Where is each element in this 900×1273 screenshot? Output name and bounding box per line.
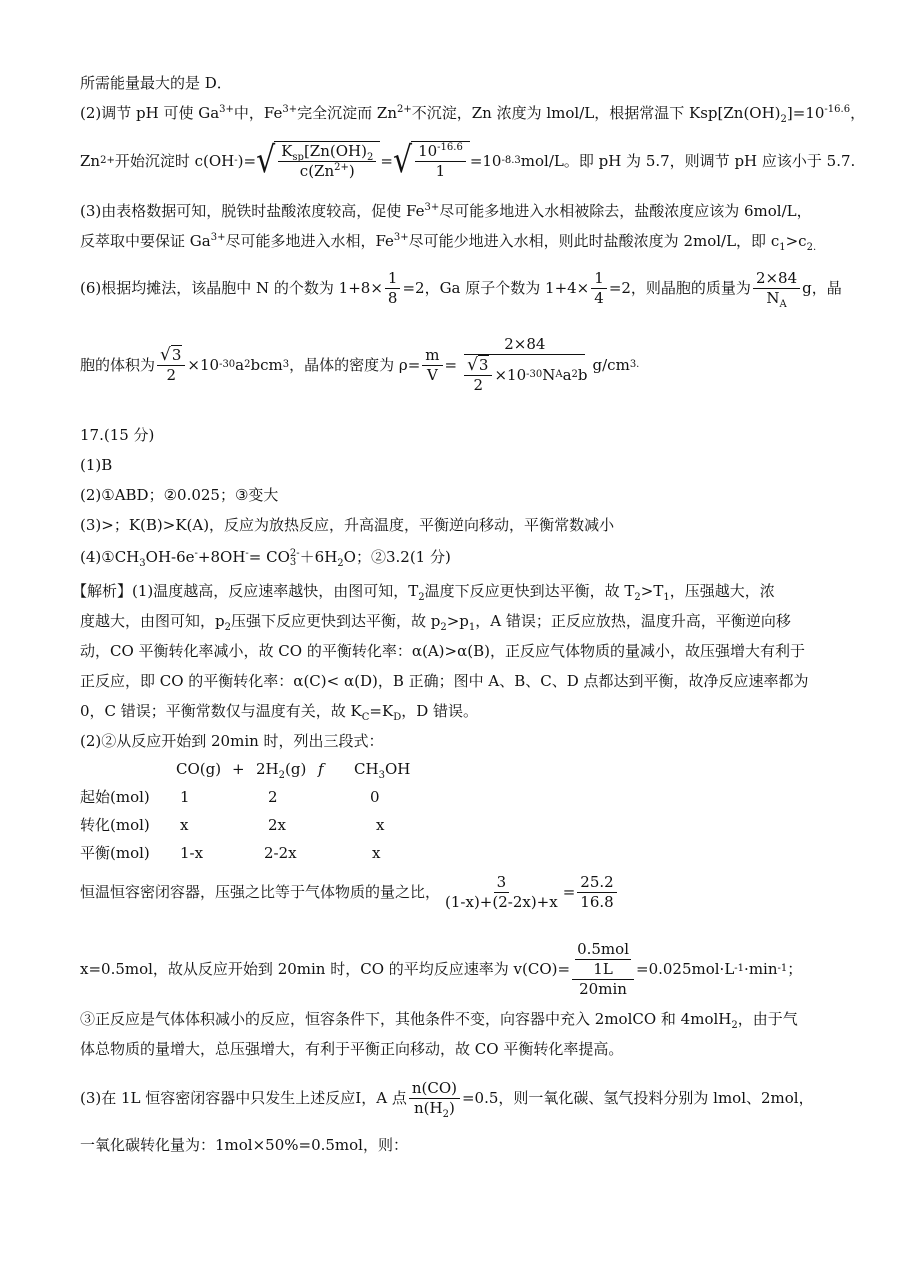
sub: 1 (779, 242, 786, 253)
cell: x (180, 816, 189, 834)
cell: 2x (268, 816, 287, 834)
text-line (80, 102, 866, 125)
text: (2)②从反应开始到 20min 时，列出三段式： (80, 732, 384, 750)
sqrt-body (274, 141, 380, 181)
sub: 2 (442, 1108, 449, 1120)
sub: sp (292, 152, 304, 163)
numerator: 25.2 (577, 873, 616, 893)
text: 2H (256, 760, 279, 778)
sup: 2+ (397, 104, 412, 115)
fraction (591, 269, 607, 308)
text: ； (787, 960, 803, 978)
text: x=0.5mol，故从反应开始到 20min 时，CO 的平均反应速率为 v(CO)= (80, 960, 571, 978)
fraction (464, 355, 492, 395)
sub: 2 (780, 114, 787, 125)
text: 尽可能多地进入水相被除去，盐酸浓度应该为 6mol/L， (439, 202, 812, 220)
text: OH (384, 760, 411, 778)
sup: 3+ (210, 232, 226, 243)
text: 完全沉淀而 Zn (297, 104, 397, 122)
text: OH-6e (145, 548, 195, 566)
sub: D (393, 712, 402, 723)
text: = (380, 152, 393, 170)
denominator: 4 (594, 288, 604, 307)
sqrt (160, 346, 182, 365)
denominator (411, 1099, 458, 1118)
text: >p (446, 612, 469, 630)
sub: 1 (663, 592, 670, 603)
sqrt-body: 3 (478, 355, 489, 374)
denominator: 8 (387, 288, 398, 307)
text: g，晶 (802, 279, 842, 297)
sqrt-body (411, 141, 470, 181)
text: ＋6H (299, 548, 338, 566)
text: 所需能量最大的是 D． (80, 74, 232, 92)
text: 不沉淀，Zn 浓度为 lmol/L，根据常温下 Ksp[Zn(OH) (411, 104, 781, 122)
text-line (72, 580, 820, 602)
text: (3)在 1L 恒容密闭容器中只发生上述反应I，A 点 (80, 1089, 407, 1107)
cell: x (372, 844, 381, 862)
text: Zn (80, 152, 101, 170)
denominator (297, 162, 358, 181)
numerator: 3 (494, 873, 510, 893)
text-line (80, 1038, 820, 1060)
text: CH (354, 760, 379, 778)
sqrt (393, 141, 470, 181)
text-line (80, 1134, 820, 1156)
text-line (80, 670, 820, 692)
sup: - (245, 548, 249, 559)
sub: 2 (278, 770, 285, 781)
text-line (80, 1008, 820, 1030)
plus-sign: + (232, 760, 245, 778)
fraction (385, 269, 401, 308)
sup: 2+ (334, 162, 349, 173)
text: >T (640, 582, 664, 600)
text-line (80, 700, 820, 722)
radical-sign: √ (256, 139, 276, 182)
text: ， (850, 104, 866, 122)
cell: 2 (268, 788, 278, 806)
sup: - (194, 548, 198, 559)
sup: -16.6 (824, 104, 851, 115)
text: 【解析】(1)温度越高，反应速率越快，由图可知，T (72, 582, 419, 600)
formula-line (80, 1074, 820, 1122)
denominator: $\frac{√3}{2}$ ×10 -30 N A a 2 b (459, 355, 590, 395)
text: 温度下反应更快到达平衡，故 T (424, 582, 635, 600)
formula-line (80, 266, 842, 310)
section-heading (80, 424, 820, 446)
radical-sign: √ (160, 344, 171, 365)
text: ，晶体的密度为 ρ= (289, 356, 421, 374)
text: 1L (593, 959, 613, 978)
formula-line: Zn 2+ 开始沉淀时 c(OH - )= √ $\frac{K_{sp}[Zn(OH)_2}{c(Zn^{2+})}$ = √ $\frac{10^{-16.6}}{1}$ =10 -8.3 mol/L。即 pH 为 5.7，则调节 pH 应该小于 5.7. (80, 136, 820, 186)
sup: 3+ (282, 104, 298, 115)
text: ，A 错误；正反应放热，温度升高，平衡逆向移 (475, 612, 791, 630)
denominator: 20min (579, 979, 627, 998)
fraction (459, 335, 590, 395)
text: 恒温恒容密闭容器，压强之比等于气体物质的量之比， (80, 883, 441, 901)
text: +8OH (197, 548, 246, 566)
text: (1)B (80, 456, 113, 474)
numerator (415, 142, 466, 162)
text: 压强下反应更快到达平衡，故 p (230, 612, 441, 630)
text-line (80, 640, 820, 662)
text: bcm (250, 356, 283, 374)
fraction (422, 346, 442, 385)
cell: 1 (180, 788, 190, 806)
text: ③正反应是气体体积减小的反应，恒容条件下，其他条件不变，向容器中充入 2molCO 和 4molH (80, 1010, 732, 1028)
text: 体总物质的量增大，总压强增大，有利于平衡正向移动，故 CO 平衡转化率提高。 (80, 1040, 624, 1058)
text: O；②3.2(1 分) (343, 548, 451, 566)
text: n(H (413, 1098, 443, 1117)
product-ch3oh (354, 758, 410, 780)
cell: 2-2x (264, 844, 297, 862)
fraction (442, 873, 561, 912)
row-label: 平衡(mol) (80, 844, 150, 862)
text: >c (785, 232, 807, 250)
numerator: 1 (385, 269, 401, 289)
text: 0，C 错误；平衡常数仅与温度有关，故 K (80, 702, 362, 720)
sub: 1 (468, 622, 476, 633)
text: ]=10 (786, 104, 825, 122)
text: 动，CO 平衡转化率减小，故 CO 的平衡转化率：α(A)>α(B)，正反应气体物质的量减小，故压强增大有利于 (80, 642, 805, 660)
text: K (281, 142, 293, 160)
sub: C (361, 712, 370, 723)
text: 反萃取中要保证 Ga (80, 232, 211, 250)
text: =0.5，则一氧化碳、氢气投料分别为 lmol、2mol， (461, 1089, 814, 1107)
sub: 2 (440, 622, 447, 633)
text: (3)>；K(B)>K(A)，反应为放热反应，升高温度，平衡逆向移动，平衡常数减小 (80, 516, 615, 534)
text: ，D 错误。 (401, 702, 479, 720)
denominator: (1-x)+(2-2x)+x (445, 892, 558, 911)
text: = CO (248, 548, 290, 566)
text: ×10 (494, 365, 527, 384)
denominator: V (426, 365, 438, 384)
numerator: 2×84 (464, 335, 585, 355)
numerator (572, 940, 634, 980)
answer-line (80, 546, 820, 568)
answer-line (80, 454, 820, 476)
numerator: 2×84 (753, 269, 800, 289)
text: = (444, 356, 458, 374)
numerator: n(CO) (409, 1079, 460, 1099)
sup: 2- (289, 548, 300, 559)
sqrt (467, 356, 489, 375)
row-label: 起始(mol) (80, 788, 150, 806)
cell: x (376, 816, 385, 834)
numerator: m (422, 346, 442, 366)
fraction (278, 142, 376, 181)
text: c(Zn (299, 162, 335, 180)
sub: 2 (731, 1020, 738, 1031)
numerator: 1 (591, 269, 607, 289)
answer-line (80, 484, 820, 506)
fraction (572, 940, 634, 999)
denominator: 1 (435, 162, 446, 180)
text: ) (448, 1098, 455, 1117)
text: N (766, 288, 780, 307)
text: [Zn(OH) (303, 142, 367, 160)
text: ，由于气 (737, 1010, 798, 1028)
text: a (235, 356, 245, 374)
text-line (80, 230, 820, 252)
text: ·min (744, 960, 778, 978)
fraction (157, 345, 185, 385)
formula-line: 胞的体积为 $\frac{√3}{2}$ ×10 -30 a 2 bcm 3 ，晶体的密度为 ρ= $\frac{m}{V}$ = 2×84 $\frac{√3}{2}$ ×10 -30 N A a 2 b g/cm 3. (80, 335, 640, 394)
fraction (409, 1079, 460, 1118)
text: 17.(15 分) (80, 426, 155, 444)
sup-sub-stack (290, 549, 300, 567)
sub: 3 (289, 557, 297, 568)
text-line (80, 610, 820, 632)
text: =0.025mol·L (636, 960, 735, 978)
text: =10 (469, 152, 502, 170)
text: =2，则晶胞的质量为 (608, 279, 751, 297)
text: mol/L。即 pH 为 5.7，则调节 pH 应该小于 5.7. (520, 152, 856, 170)
text: 尽可能少地进入水相，则此时盐酸浓度为 2mol/L，即 c (408, 232, 780, 250)
text: ，压强越大，浓 (669, 582, 775, 600)
text: 中，Fe (233, 104, 283, 122)
text: 一氧化碳转化量为：1mol×50%=0.5mol，则： (80, 1136, 408, 1154)
formula-line (80, 868, 820, 916)
text: 0.5mol (577, 939, 629, 958)
fraction (415, 142, 466, 181)
row-label: 转化(mol) (80, 816, 150, 834)
fraction (753, 269, 800, 308)
text: 胞的体积为 (80, 356, 156, 374)
sup: 3+ (393, 232, 409, 243)
sub: 2 (418, 592, 425, 603)
numerator (157, 345, 185, 366)
text-line (80, 200, 820, 222)
text: 度越大，由图可知，p (80, 612, 225, 630)
text: (2)调节 pH 可使 Ga (80, 104, 220, 122)
text: 正反应，即 CO 的平衡转化率：α(C)< α(D)，B 正确；图中 A、B、C、D 点都达到平衡，故净反应速率都为 (80, 672, 809, 690)
text: g/cm (592, 356, 630, 374)
text: 尽可能多地进入水相，Fe (225, 232, 394, 250)
text: )= (237, 152, 257, 170)
text: (2)①ABD；②0.025；③变大 (80, 486, 279, 504)
sqrt (256, 141, 380, 181)
numerator (464, 355, 492, 376)
sub: 3 (378, 770, 385, 781)
radical-sign: √ (467, 354, 478, 375)
denominator: 2 (473, 375, 484, 394)
radical-sign: √ (392, 139, 413, 182)
denominator (763, 289, 789, 308)
text: =K (369, 702, 394, 720)
text: =2，Ga 原子个数为 1+4× (402, 279, 590, 297)
fraction (577, 873, 616, 912)
text: (6)根据均摊法，该晶胞中 N 的个数为 1+8× (80, 279, 383, 297)
text: 10 (418, 142, 438, 160)
equilibrium-arrow-icon: f (318, 760, 324, 778)
sub: A (779, 298, 787, 310)
denominator: 16.8 (580, 892, 614, 911)
text: a (562, 365, 572, 384)
text: 开始沉淀时 c(OH (114, 152, 235, 170)
text: = (562, 883, 576, 901)
sub: 2 (634, 592, 641, 603)
text-line (80, 730, 820, 752)
answer-line (80, 514, 820, 536)
text: N (542, 365, 556, 384)
sub: 2 (224, 622, 231, 633)
reactant-co: CO(g) (176, 760, 222, 778)
text: ) (348, 162, 355, 180)
text: (g) (285, 760, 307, 778)
text: (4)①CH (80, 548, 140, 566)
sqrt-body: 3 (171, 345, 182, 364)
sub: 2 (366, 152, 374, 163)
sub: 2 (337, 558, 344, 569)
sub: 2. (806, 242, 817, 253)
formula-line: x=0.5mol，故从反应开始到 20min 时，CO 的平均反应速率为 v(CO)= 0.5mol 1L 20min =0.025mol·L -1 ·min -1 ； (80, 939, 803, 998)
numerator (278, 142, 376, 162)
sup: 3+ (424, 202, 440, 213)
sup: -16.6 (437, 142, 463, 153)
cell: 0 (370, 788, 380, 806)
text: (3)由表格数据可知，脱铁时盐酸浓度较高，促使 Fe (80, 202, 425, 220)
text: b (577, 365, 588, 384)
cell: 1-x (180, 844, 204, 862)
text: ×10 (187, 356, 220, 374)
sup: 3+ (219, 104, 234, 115)
sub: 3 (139, 558, 146, 569)
denominator: 2 (166, 365, 176, 384)
reactant-h2 (256, 758, 306, 780)
text-line (80, 72, 820, 94)
